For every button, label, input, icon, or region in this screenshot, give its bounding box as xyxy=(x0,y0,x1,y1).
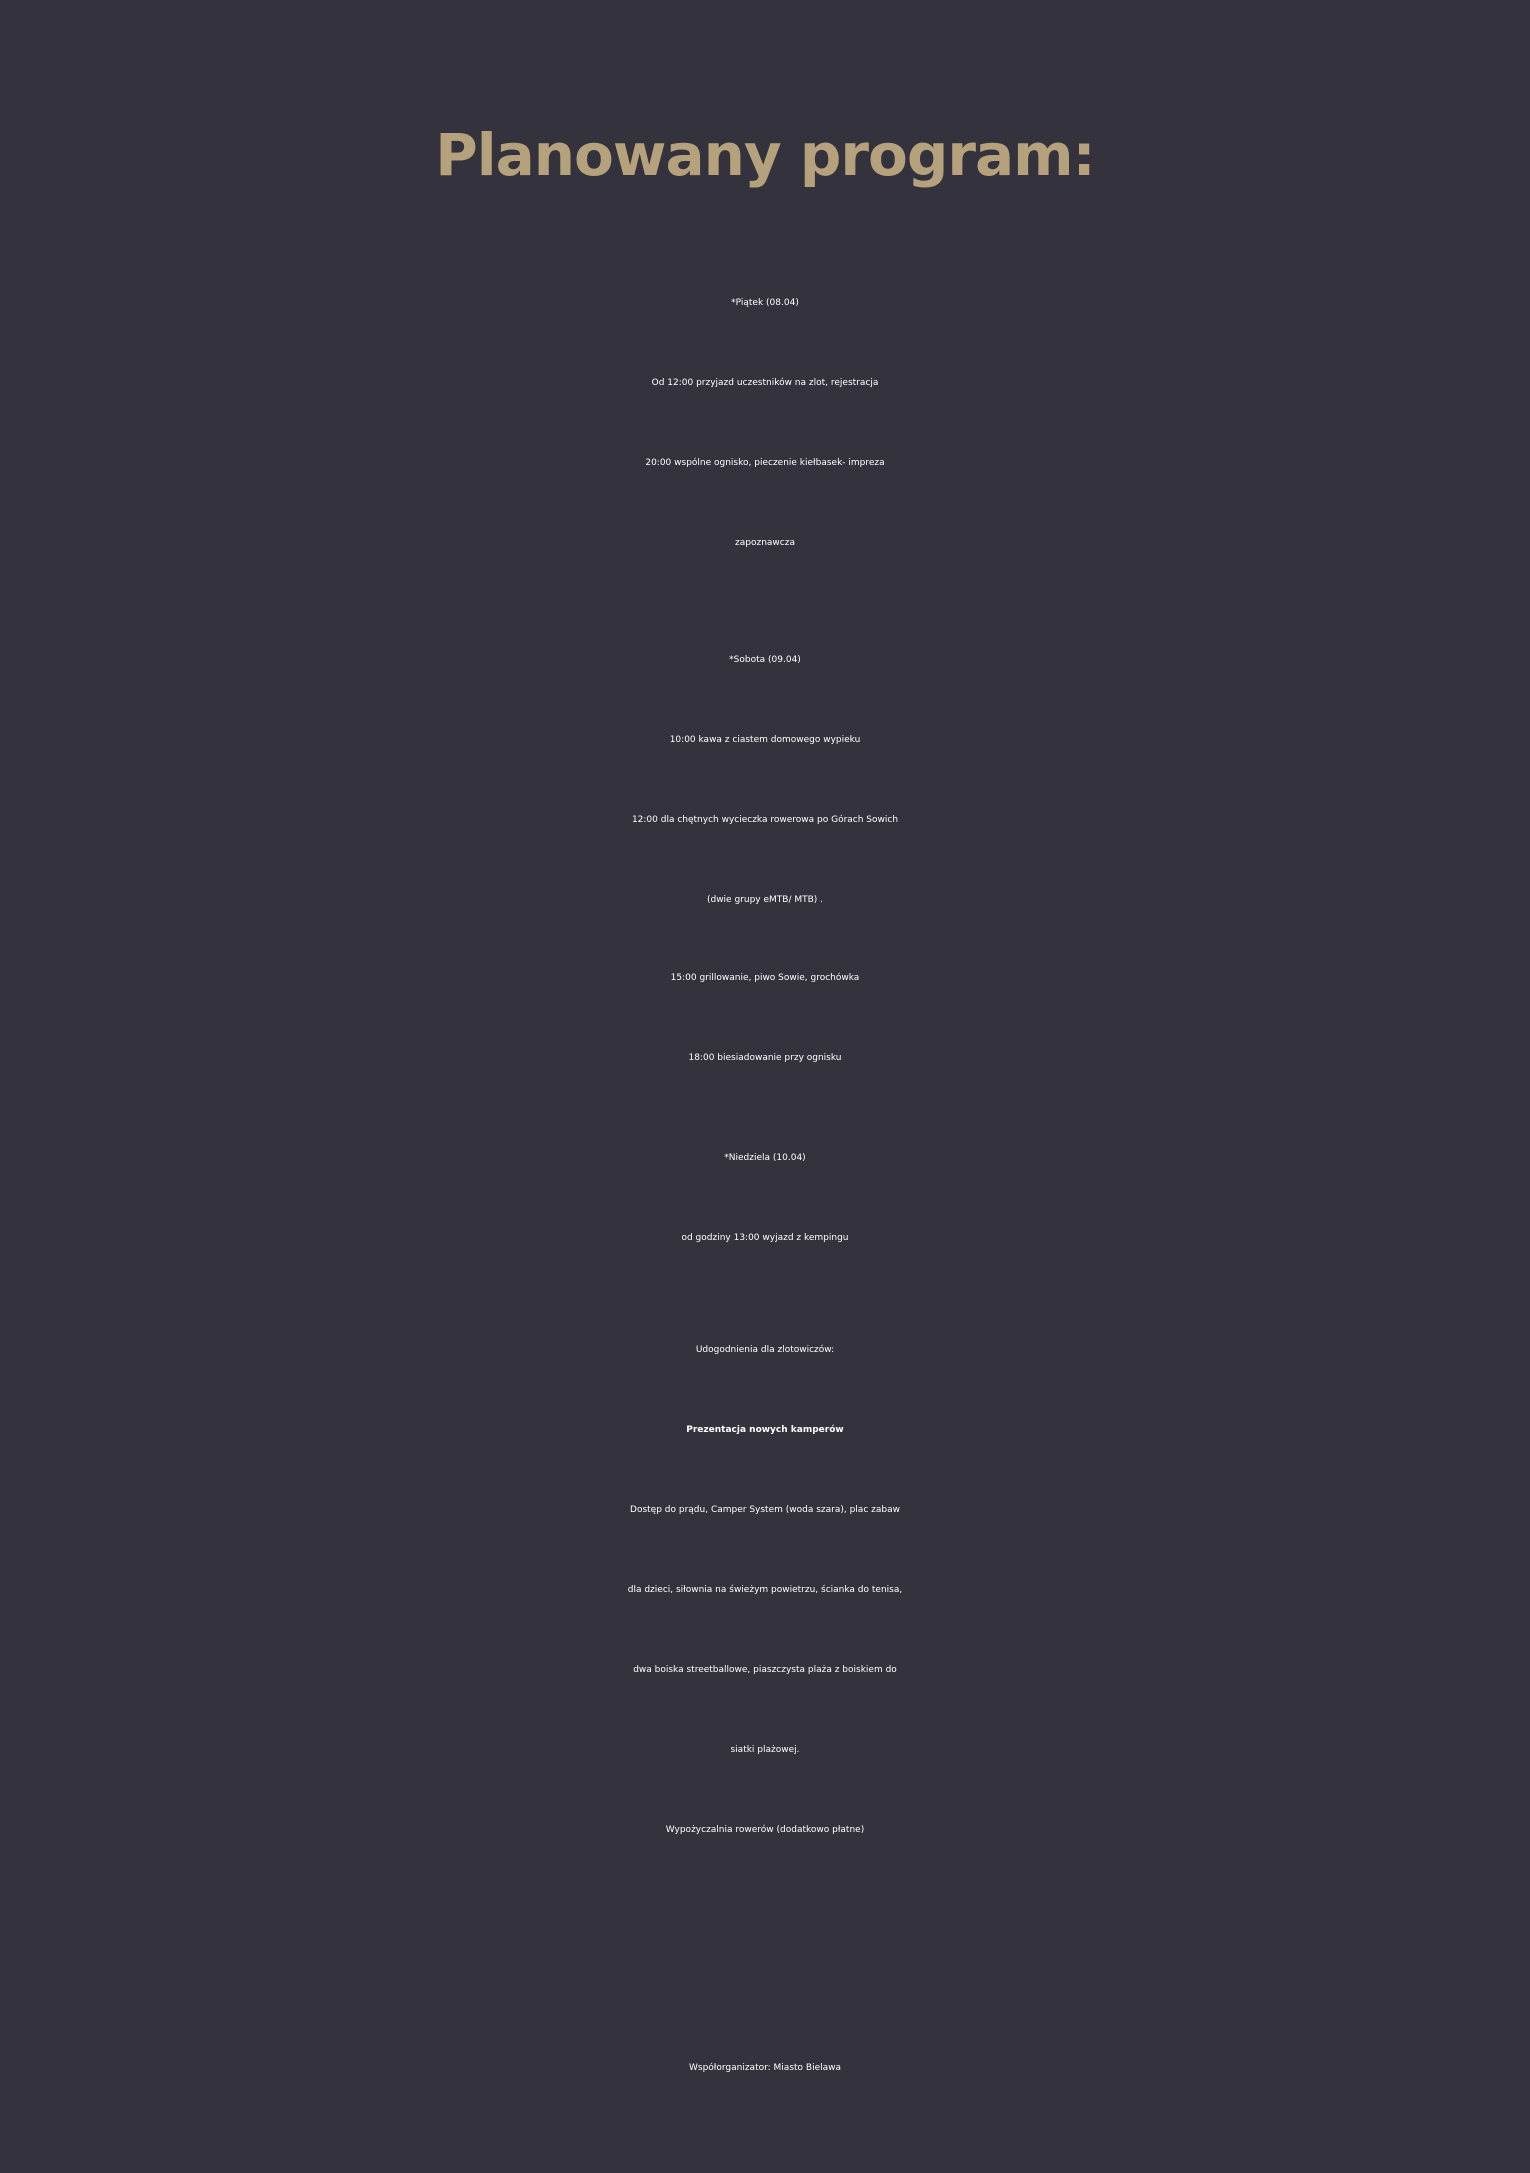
saturday-line-2: 12:00 dla chętnych wycieczka rowerowa po Górach Sowich xyxy=(631,815,899,825)
sunday-header: *Niedziela (10.04) xyxy=(724,1153,806,1163)
amenities-line-5: Wypożyczalnia rowerów (dodatkowo płatne) xyxy=(665,1825,865,1835)
page-title: Planowany program: xyxy=(435,121,1095,189)
saturday-line-3: (dwie grupy eMTB/ MTB) . xyxy=(706,895,824,905)
amenities-line-4: siatki plażowej. xyxy=(730,1745,800,1755)
amenities-line-2: dla dzieci, siłownia na świeżym powietrzu, ścianka do tenisa, xyxy=(627,1585,903,1595)
amenities-line-3: dwa boiska streetballowe, piaszczysta plaża z boiskiem do xyxy=(633,1665,897,1675)
friday-line-2: 20:00 wspólne ognisko, pieczenie kiełbasek- impreza xyxy=(645,458,885,468)
amenities-highlight: Prezentacja nowych kamperów xyxy=(686,1425,844,1435)
saturday-line-5: 18:00 biesiadowanie przy ognisku xyxy=(688,1053,842,1063)
amenities-line-1: Dostęp do prądu, Camper System (woda szara), plac zabaw xyxy=(630,1505,900,1515)
saturday-line-1: 10:00 kawa z ciastem domowego wypieku xyxy=(669,735,861,745)
saturday-line-4: 15:00 grillowanie, piwo Sowie, grochówka xyxy=(670,973,860,983)
friday-header: *Piątek (08.04) xyxy=(731,298,799,308)
friday-line-3: zapoznawcza xyxy=(735,538,795,548)
friday-line-1: Od 12:00 przyjazd uczestników na zlot, rejestracja xyxy=(651,378,879,388)
sunday-line-1: od godziny 13:00 wyjazd z kempingu xyxy=(681,1233,849,1243)
amenities-header: Udogodnienia dla zlotowiczów: xyxy=(695,1345,835,1355)
coorganizer-text: Współorganizator: Miasto Bielawa xyxy=(688,2063,842,2073)
saturday-header: *Sobota (09.04) xyxy=(729,655,801,665)
